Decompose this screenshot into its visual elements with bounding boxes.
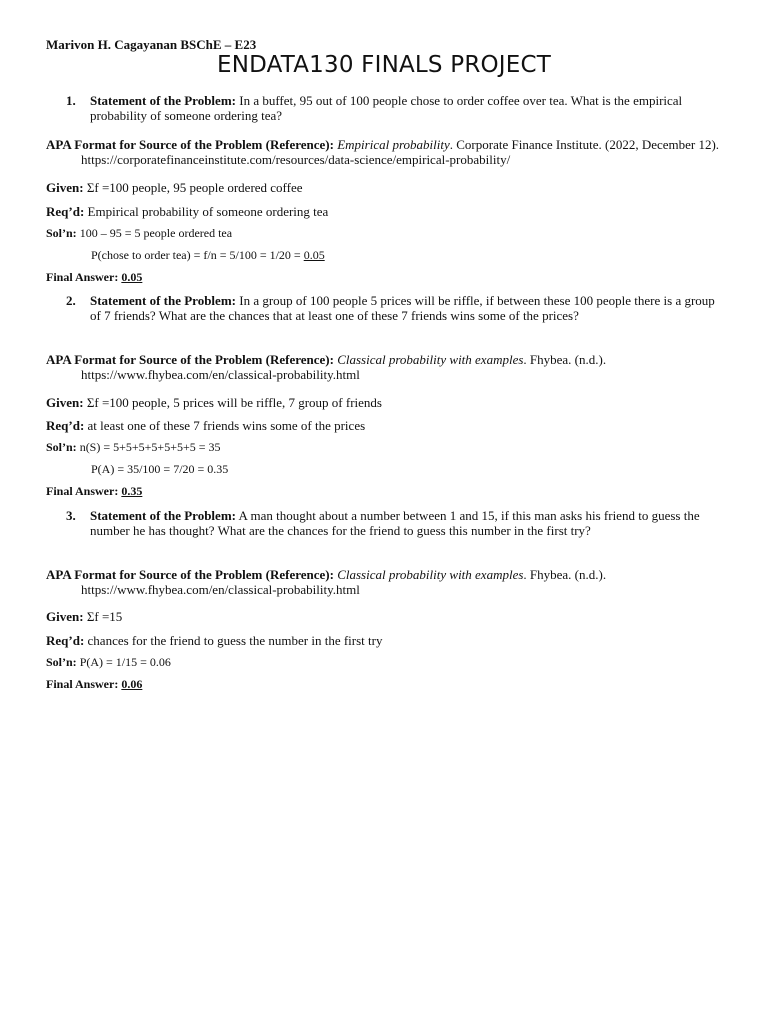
problem-number: 2. [66, 293, 76, 308]
statement-label: Statement of the Problem: [90, 293, 236, 308]
page-title: ENDATA130 FINALS PROJECT [216, 52, 552, 78]
required-text: chances for the friend to guess the number in the first try [87, 633, 383, 648]
required-line [46, 418, 365, 433]
solution-text: 100 – 95 = 5 people ordered tea [79, 226, 233, 240]
given-line [46, 395, 382, 410]
calculation-result: 0.05 [303, 248, 325, 262]
problem-statement [66, 93, 726, 123]
apa-source-details: . Fhybea. (n.d.). https://www.fhybea.com/en/classical-probability.html [81, 352, 607, 382]
apa-source-details: . Corporate Finance Institute. (2022, December 12). https://corporatefinanceinstitute.com/resources/data-science/empirical-probability/ [81, 137, 720, 167]
final-answer-line [46, 270, 142, 285]
apa-reference [46, 137, 768, 167]
solution-label: Sol’n: [46, 440, 77, 454]
calculation-line [91, 462, 228, 477]
statement-text: In a group of 100 people 5 prices will be riffle, if between these 100 people there is a group of 7 friends? What are the chances that at least one of these 7 friends wins some of the prices? [90, 293, 715, 323]
problem-statement [66, 508, 726, 538]
given-label: Given: [46, 395, 84, 410]
solution-label: Sol’n: [46, 226, 77, 240]
apa-reference [46, 352, 768, 382]
statement-text: A man thought about a number between 1 and 15, if this man asks his friend to guess the number he has thought? What are the chances for the friend to guess this number in the first try? [90, 508, 700, 538]
solution-text: n(S) = 5+5+5+5+5+5+5 = 35 [79, 440, 221, 454]
final-answer-line [46, 677, 142, 692]
final-answer-value: 0.05 [121, 270, 143, 284]
final-answer-label: Final Answer: [46, 484, 119, 498]
apa-source-title: Classical probability with examples [337, 567, 524, 582]
required-text: at least one of these 7 friends wins some of the prices [87, 418, 366, 433]
given-text: Σf =15 [86, 609, 123, 624]
calculation-text: P(A) = 35/100 = 7/20 = 0.35 [91, 462, 229, 476]
author-line: Marivon H. Cagayanan BSChE – E23 [46, 37, 257, 52]
problem-number: 3. [66, 508, 76, 523]
final-answer-value: 0.06 [121, 677, 143, 691]
final-answer-label: Final Answer: [46, 677, 119, 691]
solution-line [46, 440, 221, 455]
apa-label: APA Format for Source of the Problem (Reference): [46, 567, 334, 582]
required-label: Req’d: [46, 418, 85, 433]
required-label: Req’d: [46, 633, 85, 648]
apa-label: APA Format for Source of the Problem (Reference): [46, 352, 334, 367]
statement-text: In a buffet, 95 out of 100 people chose to order coffee over tea. What is the empirical probability of someone ordering tea? [90, 93, 683, 123]
apa-source-details: . Fhybea. (n.d.). https://www.fhybea.com/en/classical-probability.html [81, 567, 607, 597]
problem-number: 1. [66, 93, 76, 108]
final-answer-value: 0.35 [121, 484, 143, 498]
given-label: Given: [46, 609, 84, 624]
calculation-text: P(chose to order tea) = f/n = 5/100 = 1/20 = [91, 248, 304, 262]
final-answer-line [46, 484, 142, 499]
apa-source-title: Classical probability with examples [337, 352, 524, 367]
solution-label: Sol’n: [46, 655, 77, 669]
apa-reference [46, 567, 768, 597]
required-text: Empirical probability of someone ordering tea [87, 204, 329, 219]
required-line [46, 204, 328, 219]
given-label: Given: [46, 180, 84, 195]
statement-label: Statement of the Problem: [90, 508, 236, 523]
statement-label: Statement of the Problem: [90, 93, 236, 108]
given-text: Σf =100 people, 5 prices will be riffle, 7 group of friends [86, 395, 382, 410]
given-text: Σf =100 people, 95 people ordered coffee [86, 180, 303, 195]
problem-statement [66, 293, 726, 323]
required-line [46, 633, 382, 648]
given-line [46, 609, 122, 624]
required-label: Req’d: [46, 204, 85, 219]
apa-label: APA Format for Source of the Problem (Reference): [46, 137, 334, 152]
final-answer-label: Final Answer: [46, 270, 119, 284]
solution-line [46, 226, 232, 241]
solution-text: P(A) = 1/15 = 0.06 [79, 655, 171, 669]
solution-line [46, 655, 171, 670]
calculation-line [91, 248, 325, 263]
given-line [46, 180, 303, 195]
apa-source-title: Empirical probability [337, 137, 450, 152]
